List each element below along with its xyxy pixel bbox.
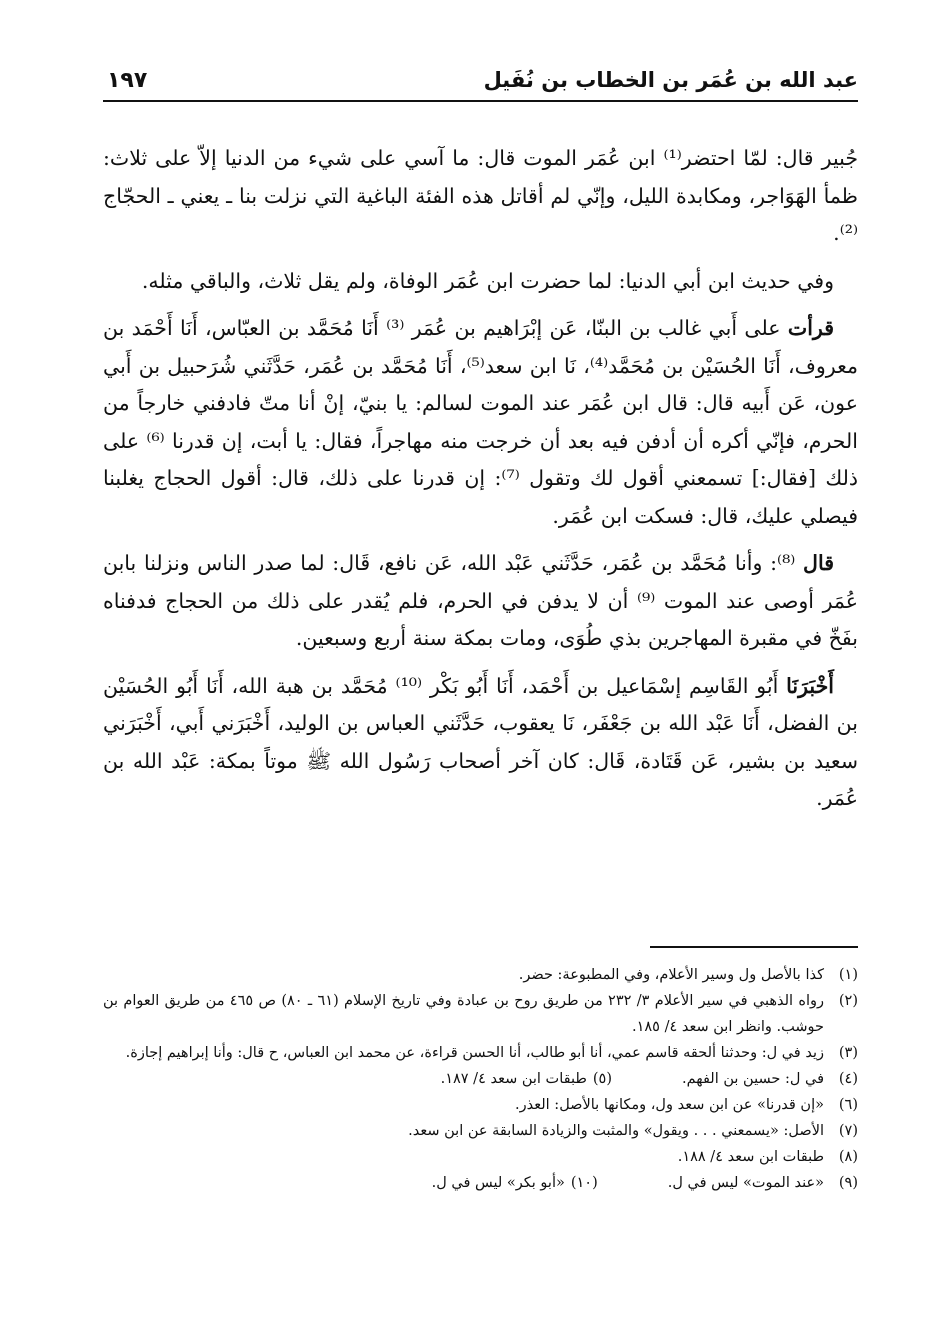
footnote-number: (١٠) xyxy=(570,1175,598,1191)
footnote-7 xyxy=(103,1118,858,1144)
paragraph-3 xyxy=(103,310,858,535)
paragraph-4-lead: قال xyxy=(803,551,834,575)
footnote-5 xyxy=(441,1066,612,1092)
footnote-text: الأصل: «يسمعني . . . ويقول» والمثبت والزيادة السابقة عن ابن سعد. xyxy=(408,1123,824,1139)
main-text xyxy=(103,140,858,828)
paragraph-4-text: ⁽⁸⁾: وأنا مُحَمَّد بن عُمَر، حَدَّثَني عَبْد الله، عَن نافع، قَال: لما صدر الناس ونزلنا بابن عُمَر أوصى عند الموت ⁽⁹⁾ أن لا يدفن في الحرم، فلم يُقدر على ذلك من الحجاج فدفناه بفَخّ في مقبرة المهاجرين بذي طُوَى، ومات بمكة سنة أربع وسبعين. xyxy=(103,551,858,650)
paragraph-3-text: على أَبي غالب بن البنّا، عَن إبْرَاهيم بن عُمَر ⁽³⁾ أَنَا مُحَمَّد بن العبّاس، أَنَا أَحْمَد بن معروف، أَنَا الحُسَيْن بن مُحَمَّد⁽⁴⁾، نَا ابن سعد⁽⁵⁾، أَنَا مُحَمَّد بن عُمَر، حَدَّثَني شُرَحبيل بن أَبي عون، عَن أَبيه قال: قال ابن عُمَر عند الموت لسالم: يا بنيّ، إنْ أنا متّ فادفني خارجاً من الحرم، فإنّي أكره أن أدفن فيه بعد أن خرجت منه مهاجراً، فقال: يا أبت، إن قدرنا ⁽⁶⁾ على ذلك [فقال:] تسمعني أقول لك وتقول ⁽⁷⁾: إن قدرنا على ذلك، قال: أقول الحجاج يغلبنا فيصلي عليك، قال: فسكت ابن عُمَر. xyxy=(103,316,859,528)
paragraph-2: وفي حديث ابن أبي الدنيا: لما حضرت ابن عُمَر الوفاة، ولم يقل ثلاث، والباقي مثله. xyxy=(141,268,834,293)
footnote-text: طبقات ابن سعد ٤/ ١٨٧. xyxy=(440,1071,587,1087)
footnote-10 xyxy=(432,1170,598,1196)
footnote-text: زيد في ل: وحدثنا ألحقه قاسم عمي، أنا أبو طالب، أنا الحسن قراءة، عن محمد ابن العباس، ح قال: وأنا إبراهيم إجازة. xyxy=(125,1045,824,1061)
paragraph-4 xyxy=(103,545,858,658)
footnote-9-10 xyxy=(103,1170,858,1196)
footnote-text: رواه الذهبي في سير الأعلام ٣/ ٢٣٢ من طريق روح بن عبادة وفي تاريخ الإسلام (٦١ ـ ٨٠) ص ٤٦٥ من طريق العوام بن حوشب. وانظر ابن سعد ٤/ ١٨٥. xyxy=(103,993,824,1035)
running-title: عبد الله بن عُمَر بن الخطاب بن نُفَيل xyxy=(483,68,858,92)
footnote-1 xyxy=(103,962,858,988)
footnote-number: (٥) xyxy=(592,1071,613,1087)
footnote-number: (٦) xyxy=(838,1097,858,1113)
footnote-text: «أبو بكر» ليس في ل. xyxy=(431,1175,565,1191)
paragraph-5-text: أَبُو القَاسِم إسْمَاعيل بن أَحْمَد، أَنَا أَبُو بَكْر ⁽¹⁰⁾ مُحَمَّد بن هبة الله، أَنَا أَبُو الحُسَيْن بن الفضل، أَنَا عَبْد الله بن جَعْفَر، نَا يعقوب، حَدَّثَني العباس بن الوليد، أَخْبَرَني أَبي، أَخْبَرَني سعيد بن بشير، عَن قَتَادة، قَال: كان آخر أصحاب رَسُول الله ﷺ موتاً بمكة: عَبْد الله بن عُمَر. xyxy=(103,673,858,810)
paragraph-3-lead: قرأت xyxy=(787,316,835,340)
footnote-text: كذا بالأصل ول وسير الأعلام، وفي المطبوعة: حضر. xyxy=(518,967,824,983)
footnote-4-5 xyxy=(103,1066,858,1092)
paragraph-5-lead: أَخْبَرَنَا xyxy=(786,673,834,698)
footnote-number: (٩) xyxy=(838,1175,858,1191)
footnote-number: (٧) xyxy=(838,1123,858,1139)
page-header xyxy=(103,66,858,102)
footnote-6 xyxy=(103,1092,858,1118)
footnote-number: (٢) xyxy=(838,993,858,1009)
paragraph-1: جُبير قال: لمّا احتضر⁽¹⁾ ابن عُمَر الموت قال: ما آسي على شيء من الدنيا إلاّ على ثلاث: ظمأ الهَوَاجر، ومكابدة الليل، وإنّي لم أقاتل هذه الفئة الباغية التي نزلت بنا ـ يعني ـ الحجّاج ⁽²⁾. xyxy=(103,146,858,245)
footnote-number: (٣) xyxy=(838,1045,858,1061)
footnote-text: في ل: حسين بن الفهم. xyxy=(682,1071,824,1087)
footnote-text: «عند الموت» ليس في ل. xyxy=(667,1175,824,1191)
footnote-number: (٤) xyxy=(838,1071,858,1087)
footnotes xyxy=(103,962,858,1196)
paragraph-5 xyxy=(103,668,858,818)
footnote-number: (١) xyxy=(838,967,858,983)
footnote-2 xyxy=(103,988,858,1040)
page-number: ١٩٧ xyxy=(107,68,148,93)
footnote-3 xyxy=(103,1040,858,1066)
footnote-number: (٨) xyxy=(838,1149,858,1165)
footnote-divider xyxy=(650,946,858,948)
footnote-text: طبقات ابن سعد ٤/ ١٨٨. xyxy=(677,1149,824,1165)
footnote-8 xyxy=(103,1144,858,1170)
footnote-text: «إن قدرنا» عن ابن سعد ول، ومكانها بالأصل: العذر. xyxy=(515,1097,824,1113)
